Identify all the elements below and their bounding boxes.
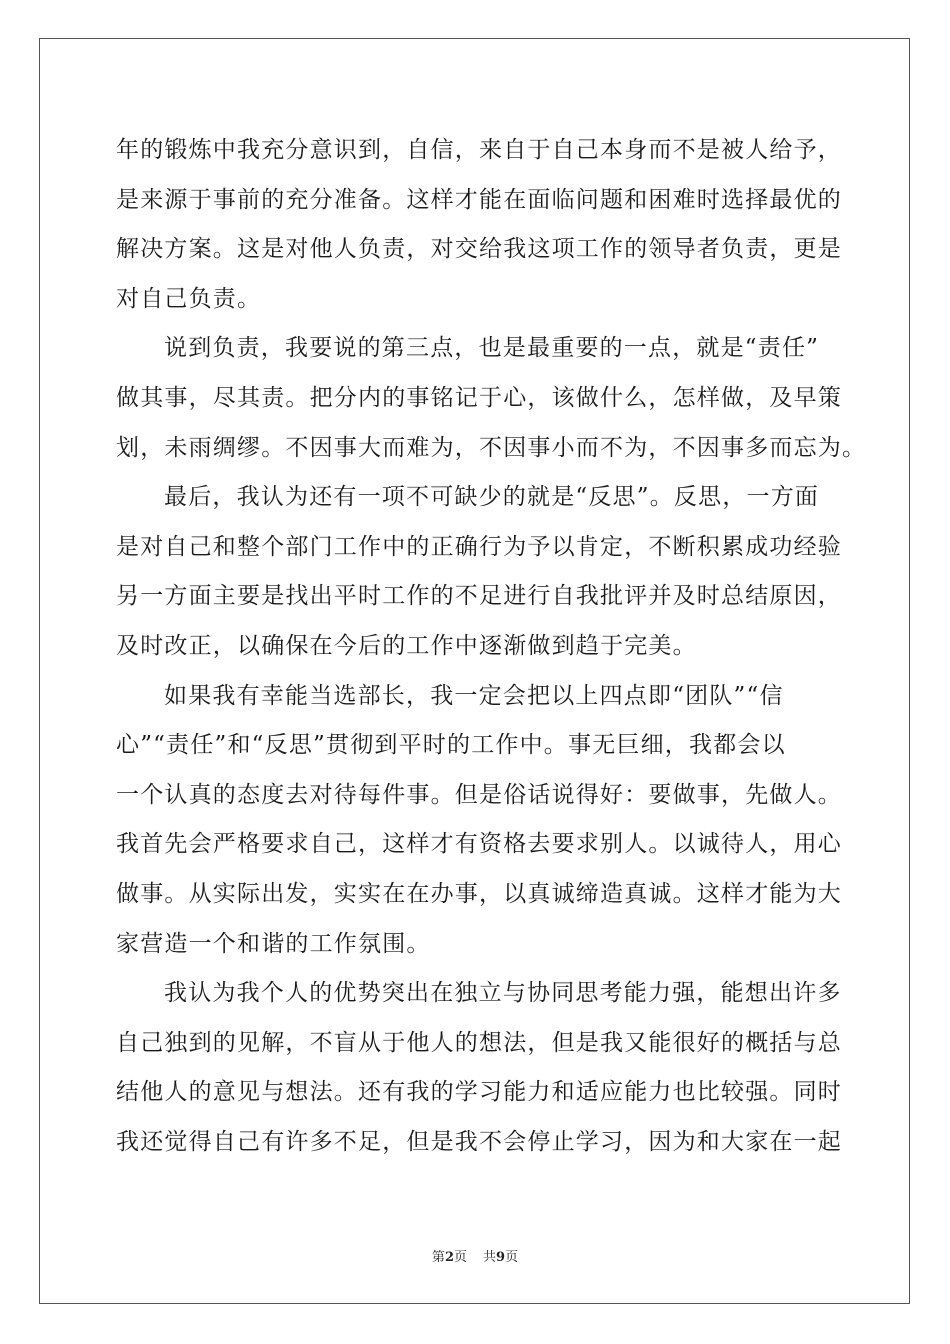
paragraph-first-line: 最后，我认为还有一项不可缺少的就是“反思”。反思，一方面 — [164, 484, 820, 511]
text-line: 心”“责任”和“反思”贯彻到平时的工作中。事无巨细，我都会以 — [116, 732, 786, 759]
text-line: 是对自己和整个部门工作中的正确行为予以肯定，不断积累成功经验 — [116, 533, 842, 560]
text-line: 结他人的意见与想法。还有我的学习能力和适应能力也比较强。同时 — [116, 1079, 842, 1106]
text-line: 做其事，尽其责。把分内的事铭记于心，该做什么，怎样做，及早策 — [116, 384, 842, 411]
text-line: 年的锻炼中我充分意识到，自信，来自于自己本身而不是被人给予， — [116, 137, 842, 163]
text-line: 划，未雨绸缪。不因事大而难为，不因事小而不为，不因事多而忘为。 — [116, 434, 867, 461]
text-line: 另一方面主要是找出平时工作的不足进行自我批评并及时总结原因， — [116, 583, 842, 610]
page-footer — [0, 1246, 950, 1265]
document-body — [116, 126, 867, 1167]
text-line: 是来源于事前的充分准备。这样才能在面临问题和困难时选择最优的 — [116, 186, 842, 213]
text-line: 做事。从实际出发，实实在在办事，以真诚缔造真诚。这样才能为大 — [116, 880, 842, 907]
paragraph-first-line: 我认为我个人的优势突出在独立与协同思考能力强，能想出许多 — [164, 980, 842, 1007]
paragraph-first-line: 说到负责，我要说的第三点，也是最重要的一点，就是“责任” — [164, 335, 820, 362]
total-suffix: 页 — [505, 1250, 519, 1265]
page-prefix: 第 — [431, 1250, 445, 1265]
text-line: 及时改正，以确保在今后的工作中逐渐做到趋于完美。 — [116, 632, 697, 659]
text-line: 一个认真的态度去对待每件事。但是俗话说得好：要做事，先做人。 — [116, 781, 842, 808]
total-pages: 9 — [496, 1250, 506, 1265]
text-line: 家营造一个和谐的工作氛围。 — [116, 930, 431, 957]
paragraph-first-line: 如果我有幸能当选部长，我一定会把以上四点即“团队”“信 — [164, 682, 784, 709]
text-line: 解决方案。这是对他人负责，对交给我这项工作的领导者负责，更是 — [116, 236, 842, 263]
total-prefix: 共 — [483, 1250, 497, 1265]
page-suffix: 页 — [453, 1250, 467, 1265]
text-line: 自己独到的见解，不盲从于他人的想法，但是我又能很好的概括与总 — [116, 1029, 842, 1056]
text-line: 我还觉得自己有许多不足，但是我不会停止学习，因为和大家在一起 — [116, 1128, 842, 1155]
text-line: 对自己负责。 — [116, 285, 262, 312]
page-number: 2 — [444, 1250, 454, 1265]
text-line: 我首先会严格要求自己，这样才有资格去要求别人。以诚待人，用心 — [116, 831, 842, 858]
